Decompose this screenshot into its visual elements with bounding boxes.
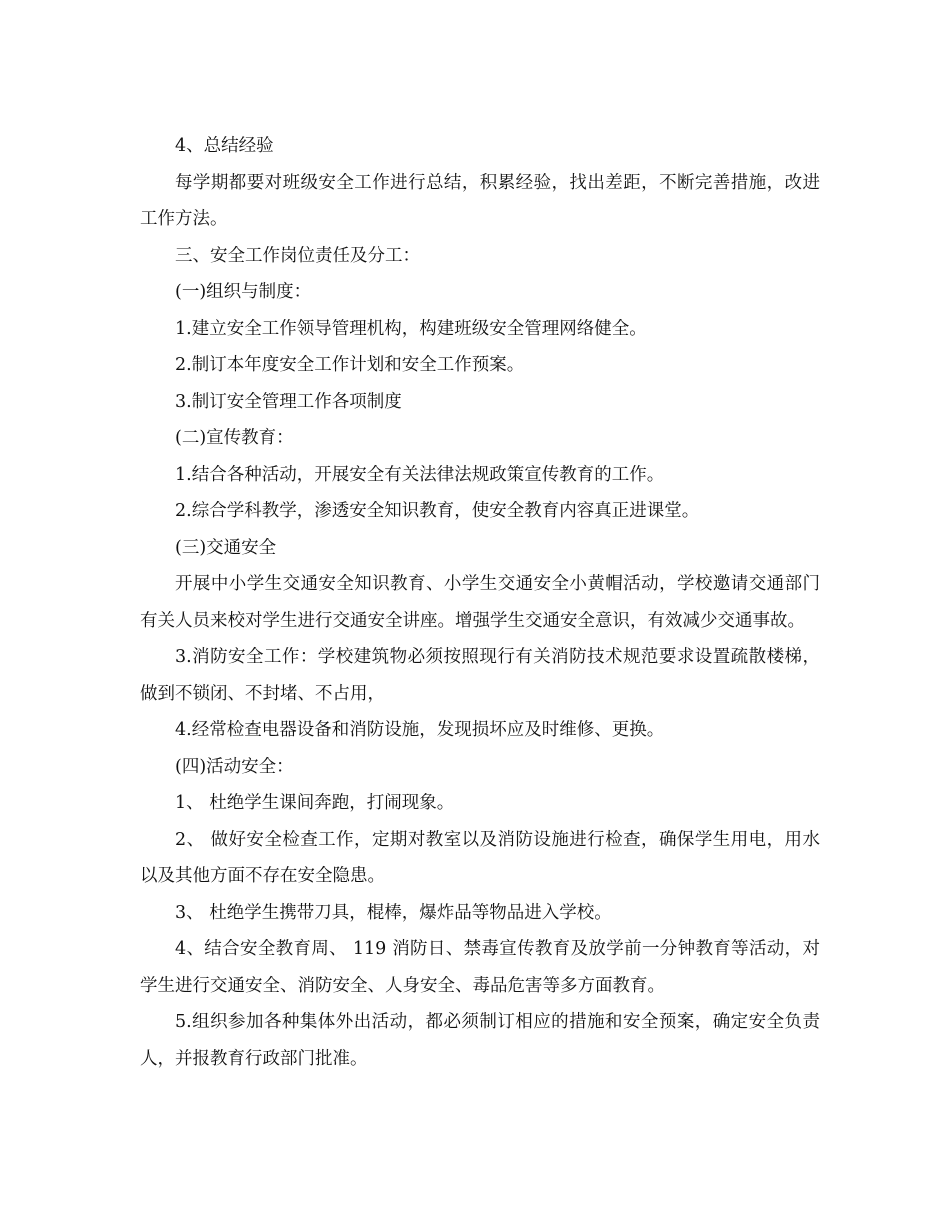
subsection-heading-education: (二)宣传教育： bbox=[175, 428, 294, 448]
list-item: 1.结合各种活动，开展安全有关法律法规政策宣传教育的工作。 bbox=[175, 464, 665, 485]
list-item: 5.组织参加各种集体外出活动，都必须制订相应的措施和安全预案，确定安全负责人，并报教育行政部门批准。 bbox=[140, 1012, 820, 1069]
subsection-heading-traffic: (三)交通安全 bbox=[175, 537, 277, 558]
document-body bbox=[140, 128, 820, 1077]
paragraph: 开展中小学生交通安全知识教育、小学生交通安全小黄帽活动，学校邀请交通部门有关人员来校对学生进行交通安全讲座。增强学生交通安全意识，有效减少交通事故。 bbox=[140, 574, 820, 631]
list-item: 3、 杜绝学生携带刀具，棍棒，爆炸品等物品进入学校。 bbox=[175, 902, 612, 923]
list-item: 2.综合学科教学，渗透安全知识教育，使安全教育内容真正进课堂。 bbox=[175, 501, 700, 521]
list-item: 1.建立安全工作领导管理机构，构建班级安全管理网络健全。 bbox=[175, 318, 647, 339]
section-heading-responsibilities: 三、安全工作岗位责任及分工： bbox=[175, 245, 420, 266]
list-item: 2.制订本年度安全工作计划和安全工作预案。 bbox=[175, 355, 525, 375]
list-item: 1、 杜绝学生课间奔跑，打闹现象。 bbox=[175, 793, 455, 813]
paragraph-heading-summary: 4、总结经验 bbox=[175, 136, 274, 156]
list-item: 3.制订安全管理工作各项制度 bbox=[175, 391, 402, 412]
subsection-heading-activities: (四)活动安全： bbox=[175, 756, 294, 777]
list-item: 3.消防安全工作：学校建筑物必须按照现行有关消防技术规范要求设置疏散楼梯，做到不锁闭、不封堵、不占用， bbox=[140, 647, 820, 704]
paragraph: 每学期都要对班级安全工作进行总结，积累经验，找出差距，不断完善措施，改进工作方法。 bbox=[140, 172, 820, 229]
list-item: 4、结合安全教育周、 119 消防日、禁毒宣传教育及放学前一分钟教育等活动，对学生进行交通安全、消防安全、人身安全、毒品危害等多方面教育。 bbox=[140, 939, 820, 996]
subsection-heading-organization: (一)组织与制度： bbox=[175, 282, 312, 302]
list-item: 2、 做好安全检查工作，定期对教室以及消防设施进行检查，确保学生用电，用水以及其他方面不存在安全隐患。 bbox=[140, 829, 820, 886]
list-item: 4.经常检查电器设备和消防设施，发现损坏应及时维修、更换。 bbox=[175, 720, 665, 740]
